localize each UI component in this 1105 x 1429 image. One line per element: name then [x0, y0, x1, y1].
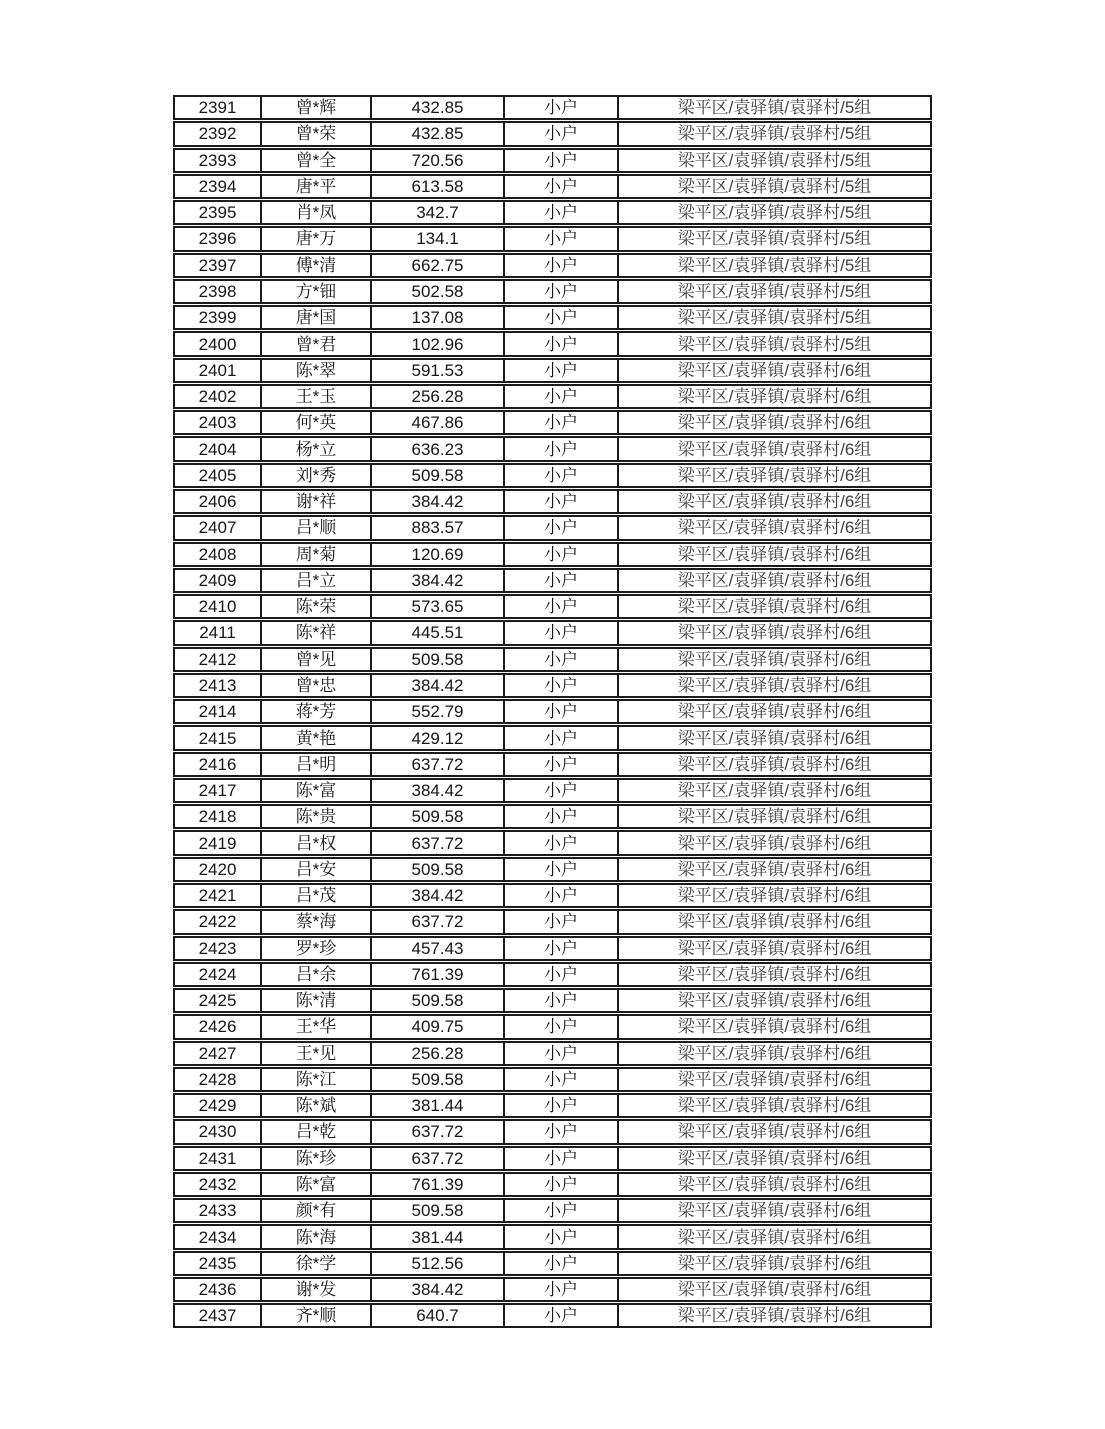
amount-cell: 591.53 [372, 360, 505, 381]
household-type-cell: 小户 [505, 281, 619, 302]
table-row [173, 515, 932, 540]
serial-number-cell: 2404 [175, 438, 262, 459]
region-path-cell: 梁平区/袁驿镇/袁驿村/6组 [677, 570, 872, 590]
masked-name-cell: 吕*顺 [262, 517, 372, 538]
table-row [173, 253, 932, 278]
masked-name-cell: 唐*万 [262, 228, 372, 249]
serial-number-cell: 2423 [175, 938, 262, 959]
household-type-cell: 小户 [505, 701, 619, 722]
amount-cell: 573.65 [372, 596, 505, 617]
serial-number-cell: 2437 [175, 1305, 262, 1326]
amount-cell: 637.72 [372, 1121, 505, 1142]
amount-cell: 384.42 [372, 570, 505, 591]
household-subsidy-table [173, 95, 932, 1328]
table-row [173, 1251, 932, 1276]
amount-cell: 637.72 [372, 754, 505, 775]
table-row [173, 542, 932, 567]
serial-number-cell: 2418 [175, 806, 262, 827]
masked-name-cell: 齐*顺 [262, 1305, 372, 1326]
amount-cell: 640.7 [372, 1305, 505, 1326]
table-row [173, 883, 932, 908]
serial-number-cell: 2431 [175, 1148, 262, 1169]
table-row [173, 988, 932, 1013]
region-path-cell: 梁平区/袁驿镇/袁驿村/6组 [677, 465, 872, 485]
serial-number-cell: 2396 [175, 228, 262, 249]
household-type-cell: 小户 [505, 1253, 619, 1274]
masked-name-cell: 谢*祥 [262, 491, 372, 512]
table-row [173, 778, 932, 803]
region-path-cell: 梁平区/袁驿镇/袁驿村/6组 [677, 1148, 872, 1168]
masked-name-cell: 陈*江 [262, 1069, 372, 1090]
table-row [173, 1224, 932, 1249]
household-type-cell: 小户 [505, 333, 619, 354]
table-row [173, 436, 932, 461]
household-type-cell: 小户 [505, 228, 619, 249]
serial-number-cell: 2433 [175, 1200, 262, 1221]
region-path-cell: 梁平区/袁驿镇/袁驿村/6组 [677, 1227, 872, 1247]
amount-cell: 429.12 [372, 727, 505, 748]
region-path-cell: 梁平区/袁驿镇/袁驿村/6组 [677, 623, 872, 643]
region-path-cell: 梁平区/袁驿镇/袁驿村/6组 [677, 439, 872, 459]
serial-number-cell: 2417 [175, 780, 262, 801]
region-path-cell: 梁平区/袁驿镇/袁驿村/5组 [677, 281, 872, 301]
table-row [173, 1303, 932, 1328]
amount-cell: 137.08 [372, 307, 505, 328]
household-type-cell: 小户 [505, 859, 619, 880]
region-path-cell: 梁平区/袁驿镇/袁驿村/6组 [677, 1306, 872, 1326]
household-type-cell: 小户 [505, 307, 619, 328]
household-type-cell: 小户 [505, 649, 619, 670]
serial-number-cell: 2416 [175, 754, 262, 775]
serial-number-cell: 2406 [175, 491, 262, 512]
household-type-cell: 小户 [505, 491, 619, 512]
serial-number-cell: 2428 [175, 1069, 262, 1090]
amount-cell: 637.72 [372, 1148, 505, 1169]
serial-number-cell: 2395 [175, 202, 262, 223]
region-path-cell: 梁平区/袁驿镇/袁驿村/6组 [677, 675, 872, 695]
serial-number-cell: 2399 [175, 307, 262, 328]
table-row [173, 121, 932, 146]
table-row [173, 463, 932, 488]
masked-name-cell: 吕*安 [262, 859, 372, 880]
household-type-cell: 小户 [505, 964, 619, 985]
table-row [173, 699, 932, 724]
serial-number-cell: 2414 [175, 701, 262, 722]
household-type-cell: 小户 [505, 1200, 619, 1221]
region-path-cell: 梁平区/袁驿镇/袁驿村/6组 [677, 859, 872, 879]
region-path-cell: 梁平区/袁驿镇/袁驿村/5组 [677, 255, 872, 275]
amount-cell: 342.7 [372, 202, 505, 223]
region-path-cell: 梁平区/袁驿镇/袁驿村/6组 [677, 1017, 872, 1037]
masked-name-cell: 陈*祥 [262, 622, 372, 643]
serial-number-cell: 2398 [175, 281, 262, 302]
table-row [173, 857, 932, 882]
household-type-cell: 小户 [505, 938, 619, 959]
amount-cell: 637.72 [372, 832, 505, 853]
amount-cell: 502.58 [372, 281, 505, 302]
region-path-cell: 梁平区/袁驿镇/袁驿村/6组 [677, 544, 872, 564]
masked-name-cell: 蒋*芳 [262, 701, 372, 722]
amount-cell: 636.23 [372, 438, 505, 459]
table-row [173, 620, 932, 645]
table-row [173, 489, 932, 514]
amount-cell: 120.69 [372, 544, 505, 565]
masked-name-cell: 陈*翠 [262, 360, 372, 381]
region-path-cell: 梁平区/袁驿镇/袁驿村/6组 [677, 1175, 872, 1195]
table-row [173, 384, 932, 409]
masked-name-cell: 吕*立 [262, 570, 372, 591]
masked-name-cell: 陈*海 [262, 1226, 372, 1247]
region-path-cell: 梁平区/袁驿镇/袁驿村/6组 [677, 492, 872, 512]
masked-name-cell: 陈*贵 [262, 806, 372, 827]
amount-cell: 409.75 [372, 1016, 505, 1037]
serial-number-cell: 2402 [175, 386, 262, 407]
household-type-cell: 小户 [505, 544, 619, 565]
masked-name-cell: 曾*辉 [262, 97, 372, 118]
table-row [173, 305, 932, 330]
amount-cell: 883.57 [372, 517, 505, 538]
masked-name-cell: 罗*珍 [262, 938, 372, 959]
serial-number-cell: 2392 [175, 123, 262, 144]
table-row [173, 148, 932, 173]
table-row [173, 752, 932, 777]
household-type-cell: 小户 [505, 465, 619, 486]
household-type-cell: 小户 [505, 1095, 619, 1116]
region-path-cell: 梁平区/袁驿镇/袁驿村/5组 [677, 334, 872, 354]
serial-number-cell: 2432 [175, 1174, 262, 1195]
amount-cell: 509.58 [372, 465, 505, 486]
region-path-cell: 梁平区/袁驿镇/袁驿村/6组 [677, 1043, 872, 1063]
region-path-cell: 梁平区/袁驿镇/袁驿村/6组 [677, 938, 872, 958]
region-path-cell: 梁平区/袁驿镇/袁驿村/6组 [677, 1096, 872, 1116]
masked-name-cell: 陈*荣 [262, 596, 372, 617]
household-type-cell: 小户 [505, 911, 619, 932]
table-row [173, 962, 932, 987]
region-path-cell: 梁平区/袁驿镇/袁驿村/6组 [677, 1201, 872, 1221]
region-path-cell: 梁平区/袁驿镇/袁驿村/6组 [677, 387, 872, 407]
amount-cell: 509.58 [372, 1069, 505, 1090]
table-row [173, 1198, 932, 1223]
region-path-cell: 梁平区/袁驿镇/袁驿村/5组 [677, 98, 872, 118]
region-path-cell: 梁平区/袁驿镇/袁驿村/6组 [677, 1280, 872, 1300]
amount-cell: 512.56 [372, 1253, 505, 1274]
masked-name-cell: 王*玉 [262, 386, 372, 407]
household-type-cell: 小户 [505, 1043, 619, 1064]
table-row [173, 1277, 932, 1302]
household-type-cell: 小户 [505, 570, 619, 591]
masked-name-cell: 陈*珍 [262, 1148, 372, 1169]
region-path-cell: 梁平区/袁驿镇/袁驿村/5组 [677, 124, 872, 144]
table-row [173, 1146, 932, 1171]
masked-name-cell: 周*菊 [262, 544, 372, 565]
serial-number-cell: 2407 [175, 517, 262, 538]
table-row [173, 1119, 932, 1144]
serial-number-cell: 2391 [175, 97, 262, 118]
masked-name-cell: 曾*见 [262, 649, 372, 670]
table-row [173, 1014, 932, 1039]
region-path-cell: 梁平区/袁驿镇/袁驿村/5组 [677, 308, 872, 328]
amount-cell: 381.44 [372, 1095, 505, 1116]
household-type-cell: 小户 [505, 97, 619, 118]
masked-name-cell: 吕*余 [262, 964, 372, 985]
serial-number-cell: 2413 [175, 675, 262, 696]
region-path-cell: 梁平区/袁驿镇/袁驿村/6组 [677, 886, 872, 906]
amount-cell: 445.51 [372, 622, 505, 643]
table-row [173, 200, 932, 225]
masked-name-cell: 方*钿 [262, 281, 372, 302]
amount-cell: 637.72 [372, 911, 505, 932]
masked-name-cell: 黄*艳 [262, 727, 372, 748]
region-path-cell: 梁平区/袁驿镇/袁驿村/6组 [677, 964, 872, 984]
household-type-cell: 小户 [505, 438, 619, 459]
masked-name-cell: 曾*君 [262, 333, 372, 354]
amount-cell: 509.58 [372, 806, 505, 827]
region-path-cell: 梁平区/袁驿镇/袁驿村/5组 [677, 150, 872, 170]
masked-name-cell: 曾*荣 [262, 123, 372, 144]
serial-number-cell: 2419 [175, 832, 262, 853]
amount-cell: 509.58 [372, 649, 505, 670]
region-path-cell: 梁平区/袁驿镇/袁驿村/6组 [677, 1253, 872, 1273]
household-type-cell: 小户 [505, 780, 619, 801]
masked-name-cell: 唐*国 [262, 307, 372, 328]
serial-number-cell: 2420 [175, 859, 262, 880]
region-path-cell: 梁平区/袁驿镇/袁驿村/5组 [677, 203, 872, 223]
masked-name-cell: 王*华 [262, 1016, 372, 1037]
serial-number-cell: 2434 [175, 1226, 262, 1247]
amount-cell: 509.58 [372, 990, 505, 1011]
household-type-cell: 小户 [505, 386, 619, 407]
household-type-cell: 小户 [505, 1226, 619, 1247]
region-path-cell: 梁平区/袁驿镇/袁驿村/6组 [677, 649, 872, 669]
household-type-cell: 小户 [505, 1016, 619, 1037]
table-row [173, 1067, 932, 1092]
masked-name-cell: 吕*权 [262, 832, 372, 853]
household-type-cell: 小户 [505, 622, 619, 643]
serial-number-cell: 2435 [175, 1253, 262, 1274]
table-row [173, 226, 932, 251]
masked-name-cell: 王*见 [262, 1043, 372, 1064]
masked-name-cell: 蔡*海 [262, 911, 372, 932]
region-path-cell: 梁平区/袁驿镇/袁驿村/6组 [677, 518, 872, 538]
amount-cell: 613.58 [372, 176, 505, 197]
household-type-cell: 小户 [505, 150, 619, 171]
masked-name-cell: 颜*有 [262, 1200, 372, 1221]
serial-number-cell: 2409 [175, 570, 262, 591]
amount-cell: 509.58 [372, 859, 505, 880]
household-type-cell: 小户 [505, 1069, 619, 1090]
region-path-cell: 梁平区/袁驿镇/袁驿村/6组 [677, 1122, 872, 1142]
amount-cell: 384.42 [372, 885, 505, 906]
serial-number-cell: 2401 [175, 360, 262, 381]
region-path-cell: 梁平区/袁驿镇/袁驿村/6组 [677, 991, 872, 1011]
masked-name-cell: 徐*学 [262, 1253, 372, 1274]
region-path-cell: 梁平区/袁驿镇/袁驿村/5组 [677, 176, 872, 196]
household-type-cell: 小户 [505, 412, 619, 433]
household-type-cell: 小户 [505, 123, 619, 144]
household-type-cell: 小户 [505, 1174, 619, 1195]
region-path-cell: 梁平区/袁驿镇/袁驿村/6组 [677, 360, 872, 380]
serial-number-cell: 2429 [175, 1095, 262, 1116]
household-type-cell: 小户 [505, 1279, 619, 1300]
household-type-cell: 小户 [505, 1121, 619, 1142]
masked-name-cell: 傅*清 [262, 255, 372, 276]
table-row [173, 279, 932, 304]
serial-number-cell: 2436 [175, 1279, 262, 1300]
amount-cell: 381.44 [372, 1226, 505, 1247]
serial-number-cell: 2421 [175, 885, 262, 906]
masked-name-cell: 吕*茂 [262, 885, 372, 906]
amount-cell: 552.79 [372, 701, 505, 722]
table-row [173, 568, 932, 593]
masked-name-cell: 曾*全 [262, 150, 372, 171]
household-type-cell: 小户 [505, 596, 619, 617]
amount-cell: 256.28 [372, 1043, 505, 1064]
household-type-cell: 小户 [505, 990, 619, 1011]
household-type-cell: 小户 [505, 255, 619, 276]
amount-cell: 720.56 [372, 150, 505, 171]
masked-name-cell: 谢*发 [262, 1279, 372, 1300]
serial-number-cell: 2426 [175, 1016, 262, 1037]
serial-number-cell: 2403 [175, 412, 262, 433]
region-path-cell: 梁平区/袁驿镇/袁驿村/6组 [677, 597, 872, 617]
table-row [173, 331, 932, 356]
household-type-cell: 小户 [505, 360, 619, 381]
serial-number-cell: 2393 [175, 150, 262, 171]
household-type-cell: 小户 [505, 885, 619, 906]
amount-cell: 432.85 [372, 123, 505, 144]
table-row [173, 830, 932, 855]
household-type-cell: 小户 [505, 1148, 619, 1169]
table-row [173, 1041, 932, 1066]
amount-cell: 102.96 [372, 333, 505, 354]
household-type-cell: 小户 [505, 176, 619, 197]
household-type-cell: 小户 [505, 727, 619, 748]
serial-number-cell: 2405 [175, 465, 262, 486]
masked-name-cell: 吕*明 [262, 754, 372, 775]
amount-cell: 384.42 [372, 780, 505, 801]
masked-name-cell: 刘*秀 [262, 465, 372, 486]
region-path-cell: 梁平区/袁驿镇/袁驿村/6组 [677, 833, 872, 853]
serial-number-cell: 2400 [175, 333, 262, 354]
household-type-cell: 小户 [505, 806, 619, 827]
table-row [173, 594, 932, 619]
masked-name-cell: 陈*清 [262, 990, 372, 1011]
table-row [173, 1172, 932, 1197]
masked-name-cell: 陈*斌 [262, 1095, 372, 1116]
serial-number-cell: 2427 [175, 1043, 262, 1064]
table-row [173, 174, 932, 199]
serial-number-cell: 2430 [175, 1121, 262, 1142]
serial-number-cell: 2397 [175, 255, 262, 276]
amount-cell: 432.85 [372, 97, 505, 118]
serial-number-cell: 2424 [175, 964, 262, 985]
masked-name-cell: 唐*平 [262, 176, 372, 197]
region-path-cell: 梁平区/袁驿镇/袁驿村/5组 [677, 229, 872, 249]
region-path-cell: 梁平区/袁驿镇/袁驿村/6组 [677, 728, 872, 748]
table-row [173, 410, 932, 435]
table-row [173, 1093, 932, 1118]
table-row [173, 358, 932, 383]
amount-cell: 457.43 [372, 938, 505, 959]
region-path-cell: 梁平区/袁驿镇/袁驿村/6组 [677, 1069, 872, 1089]
amount-cell: 761.39 [372, 964, 505, 985]
amount-cell: 384.42 [372, 1279, 505, 1300]
household-type-cell: 小户 [505, 517, 619, 538]
household-type-cell: 小户 [505, 754, 619, 775]
masked-name-cell: 何*英 [262, 412, 372, 433]
household-type-cell: 小户 [505, 1305, 619, 1326]
table-row [173, 725, 932, 750]
masked-name-cell: 陈*富 [262, 1174, 372, 1195]
masked-name-cell: 曾*忠 [262, 675, 372, 696]
region-path-cell: 梁平区/袁驿镇/袁驿村/6组 [677, 781, 872, 801]
region-path-cell: 梁平区/袁驿镇/袁驿村/6组 [677, 912, 872, 932]
serial-number-cell: 2394 [175, 176, 262, 197]
serial-number-cell: 2422 [175, 911, 262, 932]
region-path-cell: 梁平区/袁驿镇/袁驿村/6组 [677, 702, 872, 722]
serial-number-cell: 2408 [175, 544, 262, 565]
table-row [173, 95, 932, 120]
region-path-cell: 梁平区/袁驿镇/袁驿村/6组 [677, 807, 872, 827]
table-row [173, 936, 932, 961]
serial-number-cell: 2415 [175, 727, 262, 748]
masked-name-cell: 肖*凤 [262, 202, 372, 223]
serial-number-cell: 2410 [175, 596, 262, 617]
region-path-cell: 梁平区/袁驿镇/袁驿村/6组 [677, 754, 872, 774]
amount-cell: 467.86 [372, 412, 505, 433]
amount-cell: 761.39 [372, 1174, 505, 1195]
household-type-cell: 小户 [505, 832, 619, 853]
amount-cell: 384.42 [372, 491, 505, 512]
household-type-cell: 小户 [505, 202, 619, 223]
table-row [173, 804, 932, 829]
masked-name-cell: 杨*立 [262, 438, 372, 459]
amount-cell: 384.42 [372, 675, 505, 696]
masked-name-cell: 陈*富 [262, 780, 372, 801]
serial-number-cell: 2425 [175, 990, 262, 1011]
amount-cell: 509.58 [372, 1200, 505, 1221]
region-path-cell: 梁平区/袁驿镇/袁驿村/6组 [677, 413, 872, 433]
serial-number-cell: 2411 [175, 622, 262, 643]
masked-name-cell: 吕*乾 [262, 1121, 372, 1142]
table-row [173, 647, 932, 672]
table-row [173, 909, 932, 934]
household-type-cell: 小户 [505, 675, 619, 696]
amount-cell: 256.28 [372, 386, 505, 407]
amount-cell: 662.75 [372, 255, 505, 276]
serial-number-cell: 2412 [175, 649, 262, 670]
amount-cell: 134.1 [372, 228, 505, 249]
table-row [173, 673, 932, 698]
